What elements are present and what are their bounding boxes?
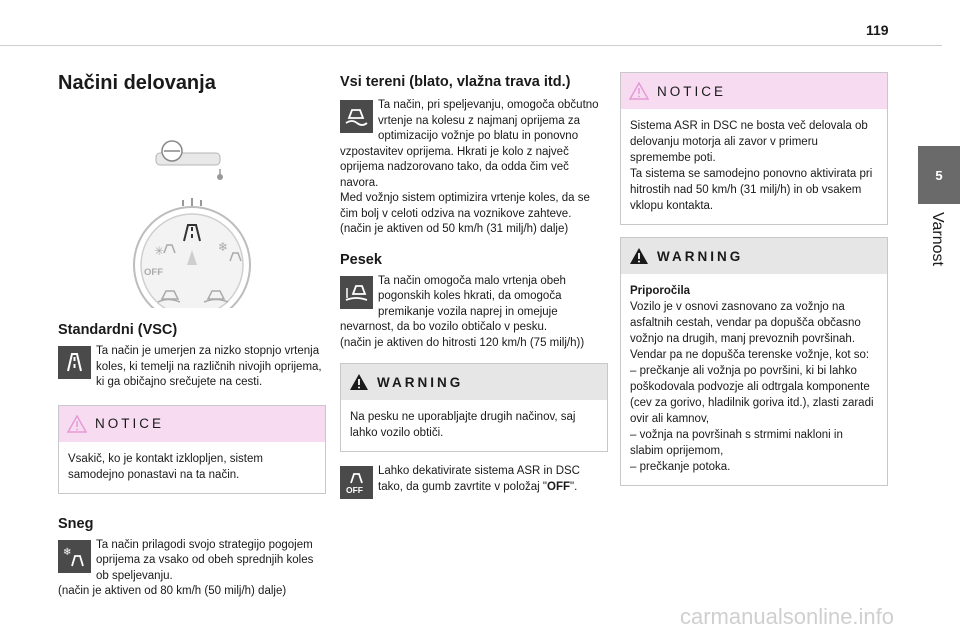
mode-dial-icon: [58, 103, 326, 308]
notice-triangle-icon: [67, 415, 87, 433]
warning-triangle-icon: [349, 373, 369, 391]
sand-warning-box: [340, 363, 608, 452]
notice-triangle-icon: [629, 82, 649, 100]
recommendations-subtitle: Priporočila: [630, 285, 691, 297]
page-number: 119: [866, 22, 889, 38]
allterrain-mode-icon: [340, 100, 373, 133]
column-right: [620, 60, 888, 486]
standard-mode-text: Ta način je umerjen za nizko stopnjo vrtenja koles, ki temelji na različnih nivojih oprijema, ki ga običajno srečujete na cesti.: [96, 345, 322, 388]
off-mode-icon: [340, 466, 373, 499]
off-text-after: ".: [570, 480, 578, 493]
dial-off-label: OFF: [144, 267, 163, 278]
warning-header: [341, 364, 607, 400]
standard-mode-heading: Standardni (VSC): [58, 322, 178, 338]
warning-title: WARNING: [657, 248, 744, 264]
sand-mode-note: (način je aktiven do hitrosti 120 km/h (75 milj/h)): [340, 336, 585, 349]
notice-box: [58, 405, 326, 494]
column-middle: [340, 60, 608, 501]
warning-text: Na pesku ne uporabljajte drugih načinov, saj lahko vozilo obtiči.: [350, 411, 576, 439]
notice-line-2: Ta sistema se samodejno ponovno aktivirata pri hitrostih nad 50 km/h (31 milj/h) in ob vsakem vklopu kontakta.: [630, 168, 873, 212]
snow-mode-text: Ta način prilagodi svojo strategijo pogojem oprijema za vsako od obeh sprednjih koles ob speljevanju.: [96, 538, 314, 582]
recommendations-p2: Vendar pa ne dopušča terenske vožnje, kot so:: [630, 349, 870, 361]
sand-mode-icon: [340, 276, 373, 309]
warning-title: WARNING: [377, 374, 464, 390]
snow-mode-note: (način je aktiven od 80 km/h (50 milj/h) dalje): [58, 585, 287, 597]
chapter-label: Varnost: [929, 212, 946, 266]
allterrain-note: (način je aktiven od 50 km/h (31 milj/h) dalje): [340, 223, 569, 235]
notice-header: [621, 73, 887, 109]
sand-mode-heading: Pesek: [340, 251, 382, 268]
allterrain-text: Ta način, pri speljevanju, omogoča občutno vrtenje na kolesu z najmanj oprijema za optimizacijo vožnje po blatu in ponovno vzpostavitev oprijema. Hkrati je kolo z največ oprijema nadzorovano tako, da odda čim več navora.: [340, 99, 599, 189]
allterrain-text-2: Med vožnjo sistem optimizira vrtenje koles, da se čim bolj v celoti odziva na voznikove zahteve.: [340, 192, 590, 220]
warning-header: [621, 238, 887, 274]
svg-text:❄: ❄: [218, 240, 229, 254]
asr-notice-body: [621, 109, 887, 224]
list-item: – prečkanje ali vožnja po površini, ki bi lahko poškodovala podvozje ali odtrgala komponente (cev za gorivo, hladilnik goriva itd.), zlasti zaradi ovir ali kamnov,: [630, 365, 874, 425]
svg-text:✳: ✳: [154, 244, 165, 258]
top-rule: [0, 45, 942, 46]
snow-mode-icon: [58, 540, 91, 573]
standard-mode-icon: [58, 346, 91, 379]
off-text-bold: OFF: [547, 480, 571, 493]
snow-mode-heading: Sneg: [58, 515, 94, 532]
recommendations-warning-box: [620, 237, 888, 486]
svg-text:❄: ❄: [63, 546, 72, 558]
off-text-before: Lahko dekativirate sistema ASR in DSC tako, da gumb zavrtite v položaj ": [378, 465, 580, 493]
allterrain-heading: Vsi tereni (blato, vlažna trava itd.): [340, 74, 571, 90]
section-title: Načini delovanja: [58, 72, 216, 94]
off-mode-text: [340, 464, 608, 495]
mode-dial-illustration: [58, 103, 326, 308]
chapter-number: 5: [935, 167, 943, 183]
column-left: [58, 60, 326, 600]
notice-title: NOTICE: [657, 83, 727, 99]
list-item: – vožnja na površinah s strmimi nakloni in slabim oprijemom,: [630, 429, 843, 457]
recommendations-body: [621, 274, 887, 485]
list-item: – prečkanje potoka.: [630, 461, 731, 473]
notice-title: NOTICE: [95, 416, 165, 431]
off-icon-label: OFF: [346, 485, 363, 495]
notice-text: Vsakič, ko je kontakt izklopljen, sistem samodejno ponastavi na ta način.: [68, 452, 263, 481]
watermark: carmanualsonline.info: [680, 604, 895, 629]
notice-line-1: Sistema ASR in DSC ne bosta več delovala ob delovanju motorja ali zavor v primeru spremembe poti.: [630, 120, 868, 164]
notice-header: [59, 406, 325, 442]
chapter-tab[interactable]: [918, 146, 960, 204]
sand-mode-text: Ta način omogoča malo vrtenja obeh pogonskih koles hkrati, da omogoča premikanje vozila naprej in omejuje nevarnost, da bo vozilo obtičalo v pesku.: [340, 274, 566, 333]
asr-notice-box: [620, 72, 888, 225]
recommendations-p1: Vozilo je v osnovi zasnovano za vožnjo na asfaltnih cestah, vendar pa dopušča občasno vožnjo na drugih, manj prevoznih površinah.: [630, 301, 861, 345]
warning-triangle-icon: [629, 247, 649, 265]
